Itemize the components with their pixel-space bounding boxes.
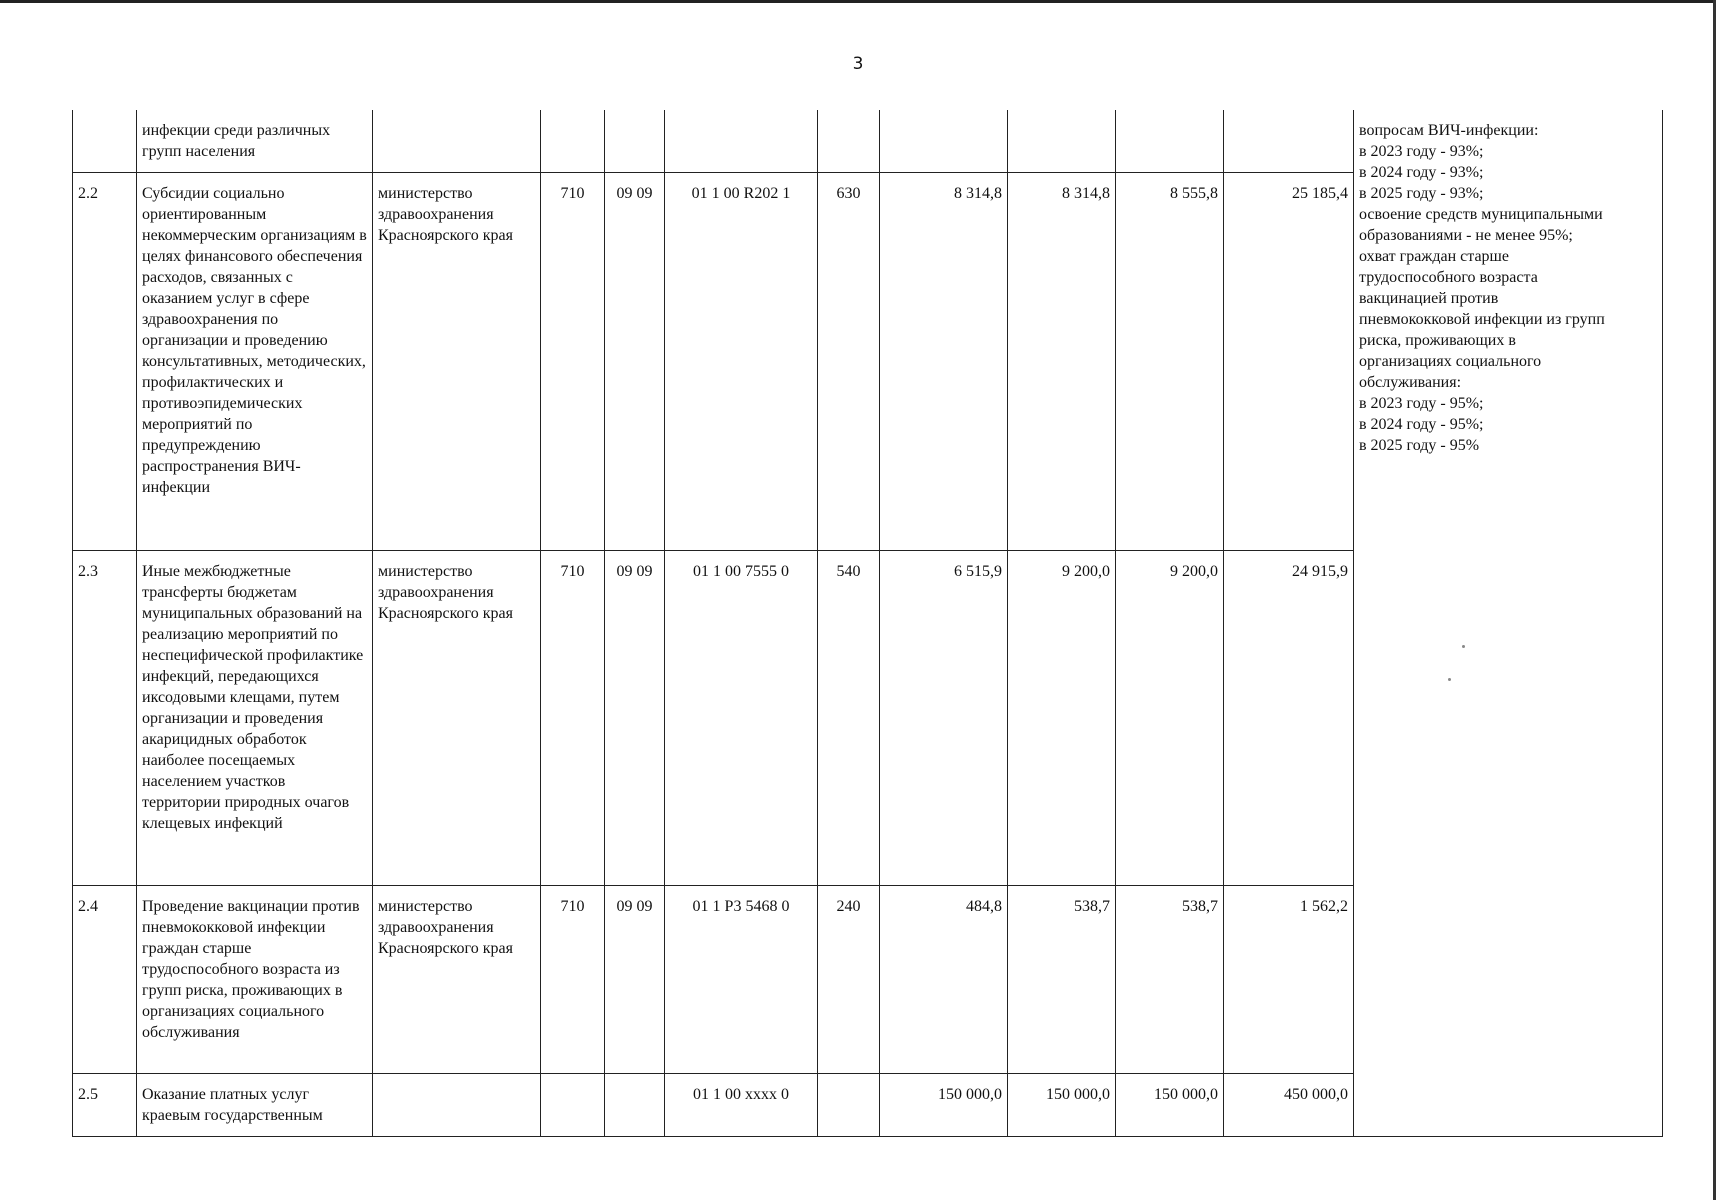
result-line: охват граждан старше (1359, 248, 1509, 265)
page-number: 3 (852, 54, 864, 74)
executor: министерство здравоохранения Красноярского края (373, 172, 541, 550)
vr-code (818, 1073, 880, 1136)
rzpr-code: 09 09 (605, 550, 665, 885)
amount-2023: 8 314,8 (880, 172, 1008, 550)
row-number (73, 110, 137, 172)
vr-code (818, 110, 880, 172)
grbs-code: 710 (541, 550, 605, 885)
table-row (73, 110, 1663, 172)
budget-table (72, 110, 1663, 1137)
amount-total: 450 000,0 (1224, 1073, 1354, 1136)
amount-total: 1 562,2 (1224, 885, 1354, 1073)
csr-code: 01 1 00 7555 0 (665, 550, 818, 885)
result-line: в 2025 году - 95% (1359, 437, 1480, 454)
result-line: вопросам ВИЧ-инфекции: (1359, 122, 1539, 139)
executor (373, 110, 541, 172)
executor (373, 1073, 541, 1136)
amount-2025: 8 555,8 (1116, 172, 1224, 550)
result-line: обслуживания: (1359, 374, 1462, 391)
amount-2023: 6 515,9 (880, 550, 1008, 885)
result-line: трудоспособного возраста (1359, 269, 1538, 286)
csr-code (665, 110, 818, 172)
result-line: в 2024 году - 95%; (1359, 416, 1484, 433)
result-line: вакцинацией против (1359, 290, 1499, 307)
executor: министерство здравоохранения Красноярского края (373, 885, 541, 1073)
measure-name: Иные межбюджетные трансферты бюджетам муниципальных образований на реализацию мероприятий по неспецифической профилактике инфекций, передающихся иксодовыми клещами, путем организации и проведения акарицидных обработок наиболее посещаемых населением участков территории природных очагов клещевых инфекций (137, 550, 373, 885)
amount-2024: 9 200,0 (1008, 550, 1116, 885)
grbs-code: 710 (541, 172, 605, 550)
csr-code: 01 1 00 R202 1 (665, 172, 818, 550)
amount-2024: 8 314,8 (1008, 172, 1116, 550)
scan-edge-top (0, 0, 1716, 3)
scan-speck (1448, 678, 1451, 681)
grbs-code: 710 (541, 885, 605, 1073)
amount-2024 (1008, 110, 1116, 172)
amount-2023: 484,8 (880, 885, 1008, 1073)
executor: министерство здравоохранения Красноярского края (373, 550, 541, 885)
vr-code: 240 (818, 885, 880, 1073)
rzpr-code: 09 09 (605, 172, 665, 550)
amount-total: 24 915,9 (1224, 550, 1354, 885)
scan-speck (1462, 645, 1465, 648)
result-line: образованиями - не менее 95%; (1359, 227, 1573, 244)
rzpr-code (605, 1073, 665, 1136)
row-number: 2.5 (73, 1073, 137, 1136)
expected-result (1354, 110, 1663, 1136)
amount-2025: 150 000,0 (1116, 1073, 1224, 1136)
measure-name: Субсидии социально ориентированным некоммерческим организациям в целях финансового обеспечения расходов, связанных с оказанием услуг в сфере здравоохранения по организации и проведению консультативных, методических, профилактических и противоэпидемических мероприятий по предупреждению распространения ВИЧ-инфекции (137, 172, 373, 550)
rzpr-code (605, 110, 665, 172)
measure-name: Оказание платных услуг краевым государственным (137, 1073, 373, 1136)
result-line: в 2023 году - 95%; (1359, 395, 1484, 412)
amount-2025: 9 200,0 (1116, 550, 1224, 885)
result-line: в 2024 году - 93%; (1359, 164, 1484, 181)
vr-code: 540 (818, 550, 880, 885)
amount-2025 (1116, 110, 1224, 172)
grbs-code (541, 110, 605, 172)
result-line: риска, проживающих в (1359, 332, 1516, 349)
measure-name: инфекции среди различных групп населения (137, 110, 373, 172)
csr-code: 01 1 00 xxxx 0 (665, 1073, 818, 1136)
vr-code: 630 (818, 172, 880, 550)
result-line: пневмококковой инфекции из групп (1359, 311, 1605, 328)
csr-code: 01 1 P3 5468 0 (665, 885, 818, 1073)
amount-2024: 150 000,0 (1008, 1073, 1116, 1136)
amount-total (1224, 110, 1354, 172)
result-line: в 2025 году - 93%; (1359, 185, 1484, 202)
row-number: 2.2 (73, 172, 137, 550)
grbs-code (541, 1073, 605, 1136)
amount-2024: 538,7 (1008, 885, 1116, 1073)
measure-name: Проведение вакцинации против пневмококковой инфекции граждан старше трудоспособного возраста из групп риска, проживающих в организациях социального обслуживания (137, 885, 373, 1073)
result-line: в 2023 году - 93%; (1359, 143, 1484, 160)
row-number: 2.3 (73, 550, 137, 885)
amount-total: 25 185,4 (1224, 172, 1354, 550)
amount-2023 (880, 110, 1008, 172)
row-number: 2.4 (73, 885, 137, 1073)
rzpr-code: 09 09 (605, 885, 665, 1073)
amount-2025: 538,7 (1116, 885, 1224, 1073)
result-line: организациях социального (1359, 353, 1542, 370)
result-line: освоение средств муниципальными (1359, 206, 1603, 223)
amount-2023: 150 000,0 (880, 1073, 1008, 1136)
